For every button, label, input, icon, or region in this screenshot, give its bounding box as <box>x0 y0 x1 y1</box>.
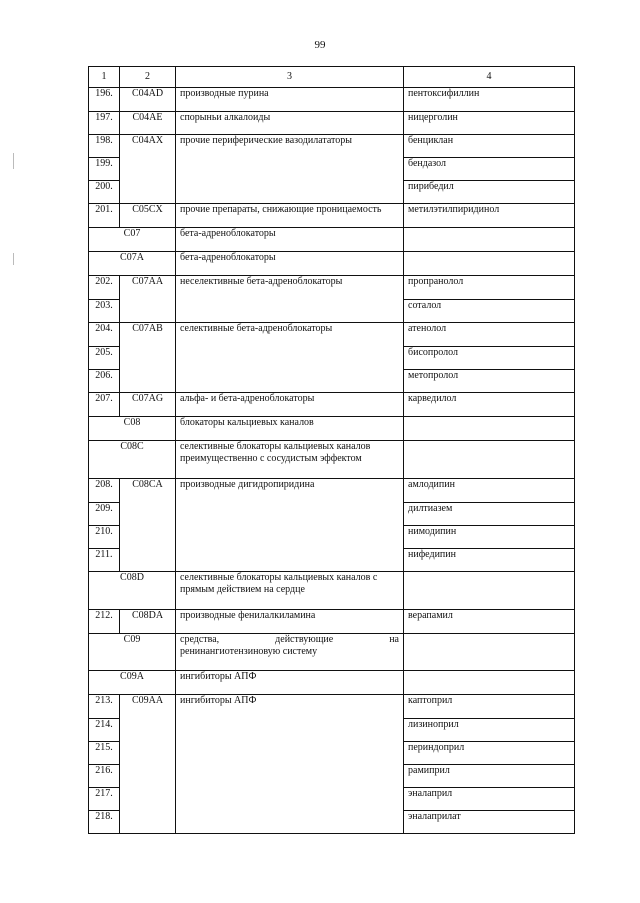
row-number: 206. <box>89 370 120 393</box>
description-line: прямым действием на сердце <box>180 584 305 595</box>
row-number: 202. <box>89 276 120 300</box>
row-number: 215. <box>89 742 120 765</box>
drug-name: дилтиазем <box>404 503 575 526</box>
description-line: селективные блокаторы кальциевых каналов <box>180 441 371 452</box>
row-number: 203. <box>89 300 120 323</box>
group-description: производные пурина <box>176 88 404 112</box>
table-row <box>89 88 575 112</box>
description-line: преимущественно с сосудистым эффектом <box>180 453 362 464</box>
description-word: на <box>389 634 399 645</box>
row-number: 198. <box>89 135 120 158</box>
group-description: ингибиторы АПФ <box>176 695 404 834</box>
description-line <box>180 634 399 646</box>
atc-code: C09AA <box>120 695 176 834</box>
atc-code: C09A <box>89 671 176 695</box>
atc-code: C08D <box>89 572 176 610</box>
group-description: неселективные бета-адреноблокаторы <box>176 276 404 323</box>
column-header: 2 <box>120 67 176 88</box>
group-description: спорыньи алкалоиды <box>176 112 404 135</box>
column-header: 1 <box>89 67 120 88</box>
atc-code: C09 <box>89 634 176 671</box>
drug-name <box>404 252 575 276</box>
margin-mark <box>13 153 14 169</box>
row-number: 210. <box>89 526 120 549</box>
group-description: блокаторы кальциевых каналов <box>176 417 404 441</box>
drug-name: атенолол <box>404 323 575 347</box>
atc-code: C07AA <box>120 276 176 323</box>
group-description: производные дигидропиридина <box>176 479 404 572</box>
drug-name: рамиприл <box>404 765 575 788</box>
atc-code: C07A <box>89 252 176 276</box>
drug-name <box>404 634 575 671</box>
group-description <box>176 441 404 479</box>
drug-name <box>404 228 575 252</box>
atc-code: C08CA <box>120 479 176 572</box>
group-row <box>89 228 575 252</box>
row-number: 196. <box>89 88 120 112</box>
table-row <box>89 323 575 347</box>
group-description: производные фенилалкиламина <box>176 610 404 634</box>
row-number: 217. <box>89 788 120 811</box>
group-description: прочие периферические вазодилататоры <box>176 135 404 204</box>
drug-table <box>88 66 575 834</box>
table-header-row <box>89 67 575 88</box>
row-number: 204. <box>89 323 120 347</box>
group-row <box>89 417 575 441</box>
drug-name: бендазол <box>404 158 575 181</box>
table-row <box>89 276 575 300</box>
row-number: 216. <box>89 765 120 788</box>
drug-name: лизиноприл <box>404 719 575 742</box>
drug-name: ницерголин <box>404 112 575 135</box>
drug-name: каптоприл <box>404 695 575 719</box>
group-description <box>176 634 404 671</box>
description-word: действующие <box>275 634 334 645</box>
row-number: 211. <box>89 549 120 572</box>
row-number: 209. <box>89 503 120 526</box>
group-row <box>89 634 575 671</box>
row-number: 218. <box>89 811 120 834</box>
description-word: средства, <box>180 634 220 645</box>
atc-code: C07AG <box>120 393 176 417</box>
drug-name: нифедипин <box>404 549 575 572</box>
group-description: бета-адреноблокаторы <box>176 228 404 252</box>
drug-name: метопролол <box>404 370 575 393</box>
group-description: ингибиторы АПФ <box>176 671 404 695</box>
atc-code: C07 <box>89 228 176 252</box>
atc-code: C07AB <box>120 323 176 393</box>
drug-name <box>404 671 575 695</box>
table-row <box>89 479 575 503</box>
table-row <box>89 393 575 417</box>
atc-code: C04AE <box>120 112 176 135</box>
drug-name: бенциклан <box>404 135 575 158</box>
row-number: 197. <box>89 112 120 135</box>
row-number: 199. <box>89 158 120 181</box>
table-row <box>89 204 575 228</box>
row-number: 208. <box>89 479 120 503</box>
drug-name: нимодипин <box>404 526 575 549</box>
margin-mark <box>13 253 14 265</box>
page-number: 99 <box>314 39 326 51</box>
atc-code: C05CX <box>120 204 176 228</box>
group-row <box>89 252 575 276</box>
group-description: бета-адреноблокаторы <box>176 252 404 276</box>
atc-code: C04AD <box>120 88 176 112</box>
row-number: 205. <box>89 347 120 370</box>
description-line: селективные блокаторы кальциевых каналов с <box>180 572 378 583</box>
description-line: ренинангиотензиновую систему <box>180 646 318 657</box>
drug-name: пирибедил <box>404 181 575 204</box>
column-header: 3 <box>176 67 404 88</box>
table-row <box>89 695 575 719</box>
group-row <box>89 441 575 479</box>
drug-name: эналаприл <box>404 788 575 811</box>
drug-name: верапамил <box>404 610 575 634</box>
group-description: прочие препараты, снижающие проницаемость <box>176 204 404 228</box>
drug-name: метилэтилпиридинол <box>404 204 575 228</box>
row-number: 213. <box>89 695 120 719</box>
drug-name <box>404 572 575 610</box>
atc-code: C08 <box>89 417 176 441</box>
row-number: 201. <box>89 204 120 228</box>
drug-name: периндоприл <box>404 742 575 765</box>
group-description: альфа- и бета-адреноблокаторы <box>176 393 404 417</box>
row-number: 200. <box>89 181 120 204</box>
row-number: 207. <box>89 393 120 417</box>
drug-name: эналаприлат <box>404 811 575 834</box>
atc-code: C08DA <box>120 610 176 634</box>
group-row <box>89 671 575 695</box>
drug-name <box>404 417 575 441</box>
drug-name: амлодипин <box>404 479 575 503</box>
table-row <box>89 112 575 135</box>
drug-name: бисопролол <box>404 347 575 370</box>
row-number: 214. <box>89 719 120 742</box>
drug-name: пропранолол <box>404 276 575 300</box>
atc-code: C04AX <box>120 135 176 204</box>
drug-name <box>404 441 575 479</box>
group-row <box>89 572 575 610</box>
row-number: 212. <box>89 610 120 634</box>
table-row <box>89 610 575 634</box>
table-row <box>89 135 575 158</box>
drug-name: карведилол <box>404 393 575 417</box>
group-description: селективные бета-адреноблокаторы <box>176 323 404 393</box>
column-header: 4 <box>404 67 575 88</box>
drug-name: соталол <box>404 300 575 323</box>
drug-name: пентоксифиллин <box>404 88 575 112</box>
group-description <box>176 572 404 610</box>
atc-code: C08C <box>89 441 176 479</box>
